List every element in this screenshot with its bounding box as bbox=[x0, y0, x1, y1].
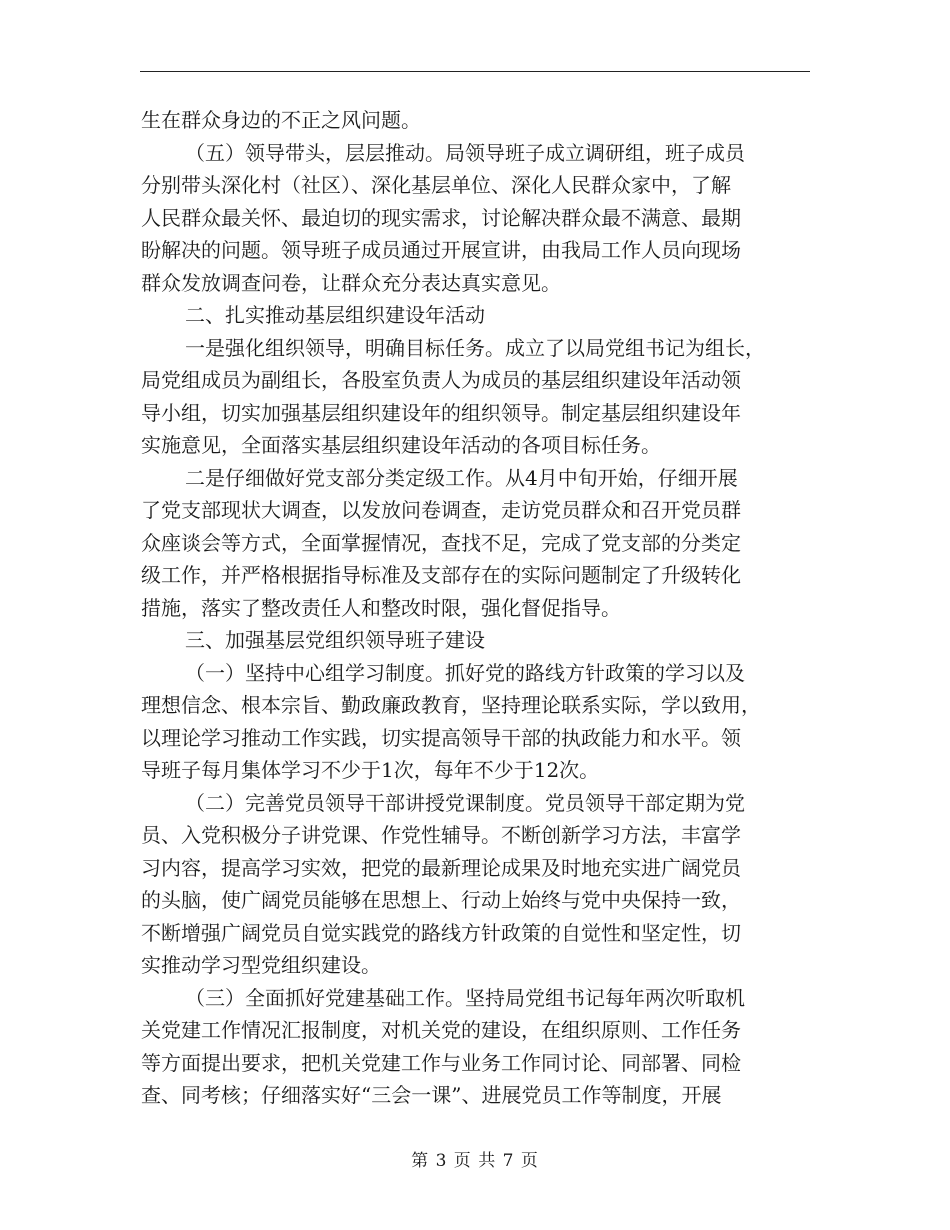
text-line: 理想信念、根本宗旨、勤政廉政教育，坚持理论联系实际，学以致用， bbox=[141, 693, 761, 717]
text-line: （二）完善党员领导干部讲授党课制度。党员领导干部定期为党 bbox=[185, 790, 745, 815]
text-line: 关党建工作情况汇报制度，对机关党的建设，在组织原则、工作任务 bbox=[141, 1018, 741, 1042]
text-line: （一）坚持中心组学习制度。抓好党的路线方针政策的学习以及 bbox=[185, 660, 745, 685]
text-line: 人民群众最关怀、最迫切的现实需求，讨论解决群众最不满意、最期 bbox=[141, 205, 741, 230]
text-line: 实推动学习型党组织建设。 bbox=[141, 953, 381, 977]
text-line: 级工作，并严格根据指导标准及支部存在的实际问题制定了升级转化 bbox=[141, 563, 741, 587]
text-line: 分别带头深化村（社区）、深化基层单位、深化人民群众家中，了解 bbox=[141, 173, 731, 197]
page-number-footer: 第 3 页 共 7 页 bbox=[411, 1151, 539, 1171]
text-line: 以理论学习推动工作实践，切实提高领导干部的执政能力和水平。领 bbox=[141, 725, 741, 750]
text-line: 等方面提出要求，把机关党建工作与业务工作同讨论、同部署、同检 bbox=[141, 1050, 741, 1075]
section-heading: 二、扎实推动基层组织建设年活动 bbox=[185, 303, 485, 327]
text-line: 查、同考核；仔细落实好“三会一课”、进展党员工作等制度，开展 bbox=[141, 1083, 722, 1107]
text-line: 导班子每月集体学习不少于1次，每年不少于12次。 bbox=[141, 758, 600, 782]
text-line: 导小组，切实加强基层组织建设年的组织领导。制定基层组织建设年 bbox=[141, 400, 741, 425]
text-line: 了党支部现状大调查，以发放问卷调查，走访党员群众和召开党员群 bbox=[141, 498, 741, 522]
text-line: 群众发放调查问卷，让群众充分表达真实意见。 bbox=[141, 270, 561, 295]
text-line: 不断增强广阔党员自觉实践党的路线方针政策的自觉性和坚定性，切 bbox=[141, 920, 741, 945]
text-line: 的头脑，使广阔党员能够在思想上、行动上始终与党中央保持一致， bbox=[141, 888, 741, 912]
text-line: 生在群众身边的不正之风问题。 bbox=[141, 108, 421, 132]
document-body bbox=[141, 104, 809, 1112]
text-line: 习内容，提高学习实效，把党的最新理论成果及时地充实进广阔党员 bbox=[141, 855, 741, 880]
text-line: 二是仔细做好党支部分类定级工作。从4月中旬开始，仔细开展 bbox=[185, 465, 738, 490]
text-line: 员、入党积极分子讲党课、作党性辅导。不断创新学习方法，丰富学 bbox=[141, 823, 741, 847]
text-line: （五）领导带头，层层推动。局领导班子成立调研组，班子成员 bbox=[185, 140, 745, 165]
text-line: 盼解决的问题。领导班子成员通过开展宣讲，由我局工作人员向现场 bbox=[141, 238, 741, 262]
text-line: 措施，落实了整改责任人和整改时限，强化督促指导。 bbox=[141, 595, 621, 620]
text-line: 实施意见，全面落实基层组织建设年活动的各项目标任务。 bbox=[141, 433, 661, 457]
header-rule bbox=[140, 71, 810, 72]
text-line: （三）全面抓好党建基础工作。坚持局党组书记每年两次听取机 bbox=[185, 985, 745, 1010]
text-line: 一是强化组织领导，明确目标任务。成立了以局党组书记为组长， bbox=[185, 335, 765, 360]
text-line: 局党组成员为副组长，各股室负责人为成员的基层组织建设年活动领 bbox=[141, 368, 741, 392]
text-line: 众座谈会等方式，全面掌握情况，查找不足，完成了党支部的分类定 bbox=[141, 530, 741, 555]
section-heading: 三、加强基层党组织领导班子建设 bbox=[185, 628, 485, 652]
